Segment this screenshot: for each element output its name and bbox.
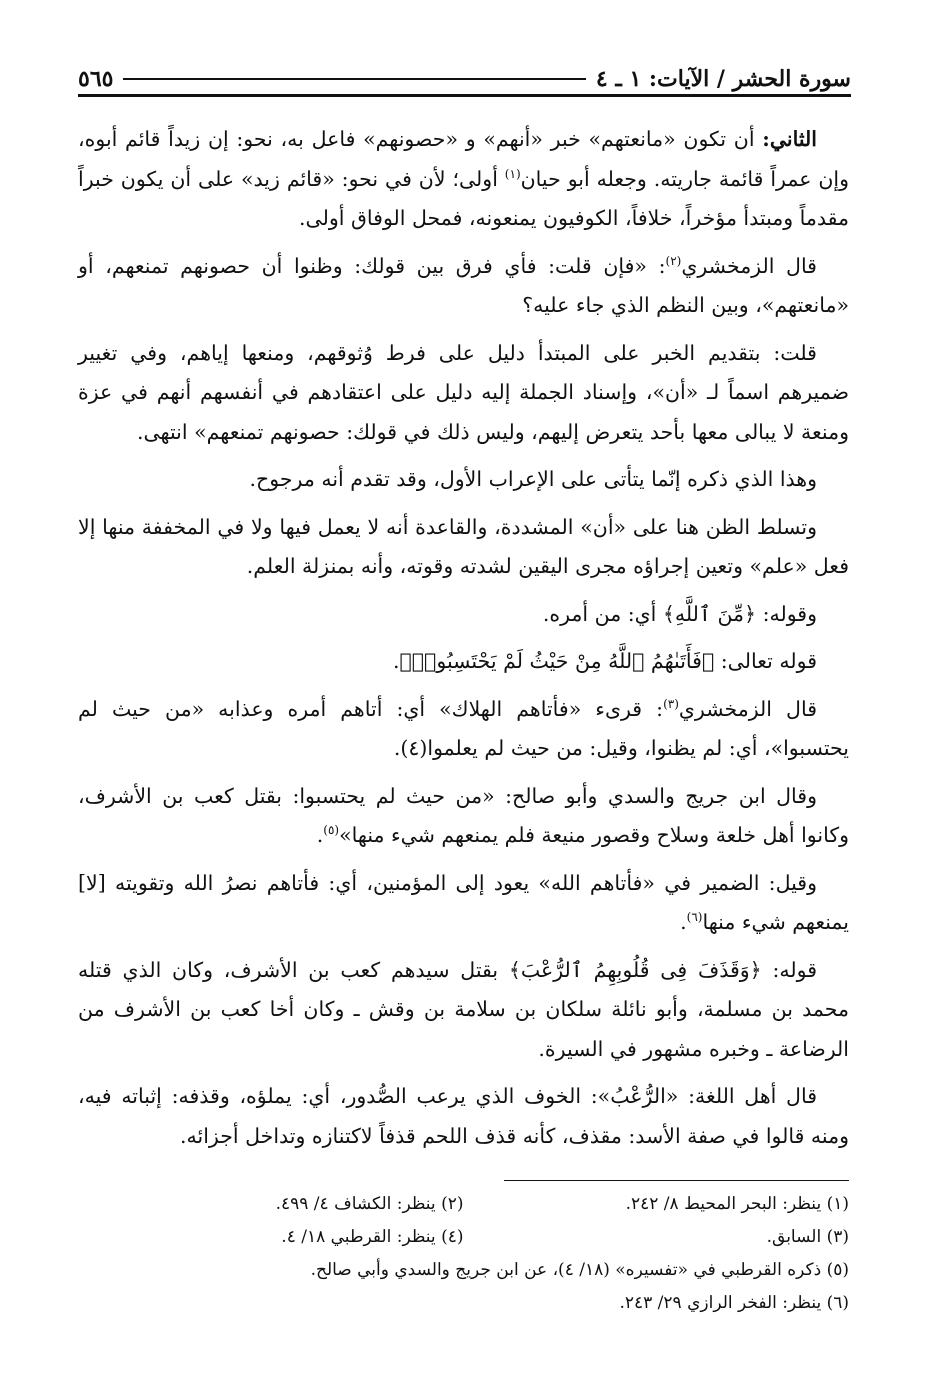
paragraph (78, 690, 849, 769)
footnote-row (78, 1188, 849, 1221)
paragraph-text: وهذا الذي ذكره إنّما يتأتى على الإعراب الأول، وقد تقدم أنه مرجوح. (249, 467, 817, 491)
paragraph (78, 508, 849, 587)
footnote-ref[interactable]: (١) (504, 166, 521, 181)
footnote-ref[interactable]: (٢) (665, 253, 682, 268)
paragraph-text: : قرىء «فأتاهم الهلاك» أي: أتاهم أمره وعذابه «من حيث لم يحتسبوا»، أي: لم يظنوا، وقيل: من حيث لم يعلموا(٤). (78, 696, 849, 760)
paragraph-text: وقيل: الضمير في «فأتاهم الله» يعود إلى المؤمنين، أي: فأتاهم نصرُ الله وتقويته [لا] يمنعهم شيء منها (78, 870, 849, 934)
header-divider (78, 94, 851, 97)
paragraph (78, 951, 849, 1070)
footnote-ref[interactable]: (٣) (663, 696, 679, 711)
paragraph-text: : «فإن قلت: فأي فرق بين قولك: وظنوا أن حصونهم تمنعهم، أو «مانعتهم»، وبين النظم الذي جاء عليه؟ (78, 253, 849, 317)
quran-quote-paragraph: قوله تعالى: ﴿فَأَتَىٰهُمُ ٱللَّهُ مِنْ حَيْثُ لَمْ يَحْتَسِبُوا۟﴾. (392, 649, 817, 673)
paragraph (78, 595, 849, 635)
paragraph (78, 642, 849, 682)
paragraph-text: وتسلط الظن هنا على «أن» المشددة، والقاعدة أنه لا يعمل فيها ولا في المخففة منها إلا فعل «علم» وتعين إجراؤه مجرى اليقين لشدته وقوته، وأنه بمنزلة العلم. (78, 514, 849, 578)
footnote-divider (504, 1180, 849, 1181)
page-number: ٥٦٥ (78, 66, 114, 92)
footnote-6: (٦) ينظر: الفخر الرازي ٢٩/ ٢٤٣. (619, 1293, 849, 1313)
paragraph (78, 1077, 849, 1156)
running-header (78, 44, 851, 96)
main-text (78, 120, 849, 1164)
paragraph-lead: الثاني: (762, 127, 817, 151)
paragraph (78, 777, 849, 856)
quran-quote-paragraph: وقوله: ﴿مِّنَ ٱللَّهِ﴾ أي: من أمره. (542, 601, 817, 626)
paragraph-text: أن تكون «مانعتهم» خبر «أنهم» و «حصونهم» فاعل به، نحو: إن زيداً قائم أبوه، وإن عمراً قائمة جاريته. وجعله أبو حيان (78, 127, 849, 191)
footnote-ref[interactable]: (٥) (323, 823, 340, 838)
paragraph (78, 334, 849, 453)
footnote-4: (٤) ينظر: القرطبي ١٨/ ٤. (281, 1227, 464, 1247)
paragraph (78, 120, 849, 239)
header-rule (123, 78, 585, 80)
footnote-3: (٣) السابق. (766, 1227, 849, 1247)
paragraph-text: قال الزمخشري (681, 253, 817, 278)
paragraph-text: . (316, 823, 324, 847)
paragraph-text: قال أهل اللغة: «الرُّعْبُ»: الخوف الذي يرعب الصُّدور، أي: يملؤه، وقذفه: إثباته فيه، ومنه قالوا في صفة الأسد: مقذف، كأنه قذف اللحم قذفاً لاكتنازه وتداخل أجزائه. (78, 1084, 849, 1148)
paragraph-text: وقال ابن جريج والسدي وأبو صالح: «من حيث لم يحتسبوا: بقتل كعب بن الأشرف، وكانوا أهل خلعة وسلاح وقصور منيعة فلم يمنعهم شيء منها» (78, 783, 849, 847)
paragraph-text: قلت: بتقديم الخبر على المبتدأ دليل على فرط وُثوقهم، ومنعها إياهم، وفي تغيير ضميرهم اسماً لـ «أن»، وإسناد الجملة إليه دليل على اعتقادهم في أنفسهم أنهم في عزة ومنعة لا يبالى معها بأحد يتعرض إليهم، وليس ذلك في قولك: حصونهم تمنعهم» انتهى. (78, 340, 849, 444)
paragraph-text: . (680, 910, 687, 934)
footnote-ref[interactable]: (٦) (686, 910, 703, 925)
footnote-row (78, 1221, 849, 1254)
footnote-5: (٥) ذكره القرطبي في «تفسيره» (١٨/ ٤)، عن ابن جريج والسدي وأبي صالح. (310, 1260, 849, 1280)
paragraph (78, 864, 849, 943)
chapter-title: سورة الحشر / الآيات: ١ ـ ٤ (595, 66, 851, 92)
footnotes (78, 1188, 849, 1320)
paragraph (78, 460, 849, 500)
paragraph (78, 247, 849, 326)
paragraph-text: قال الزمخشري (678, 696, 817, 721)
footnote-2: (٢) ينظر: الكشاف ٤/ ٤٩٩. (275, 1194, 464, 1214)
paragraph-text: أولى؛ لأن في نحو: «قائم زيد» على أن يكون خبراً مقدماً ومبتدأ مؤخراً، خلافاً، الكوفيون يمنعونه، فمحل الوفاق أولى. (78, 166, 849, 230)
paragraph-text: قوله: ﴿وَقَذَفَ فِى قُلُوبِهِمُ ٱلرُّعْبَ﴾ بقتل سيدهم كعب بن الأشرف، وكان الذي قتله محمد بن مسلمة، وأبو نائلة سلكان بن سلامة بن وقش ـ وكان أخا كعب بن الأشرف من الرضاعة ـ وخبره مشهور في السيرة. (78, 957, 849, 1061)
footnote-1: (١) ينظر: البحر المحيط ٨/ ٢٤٢. (625, 1194, 849, 1214)
